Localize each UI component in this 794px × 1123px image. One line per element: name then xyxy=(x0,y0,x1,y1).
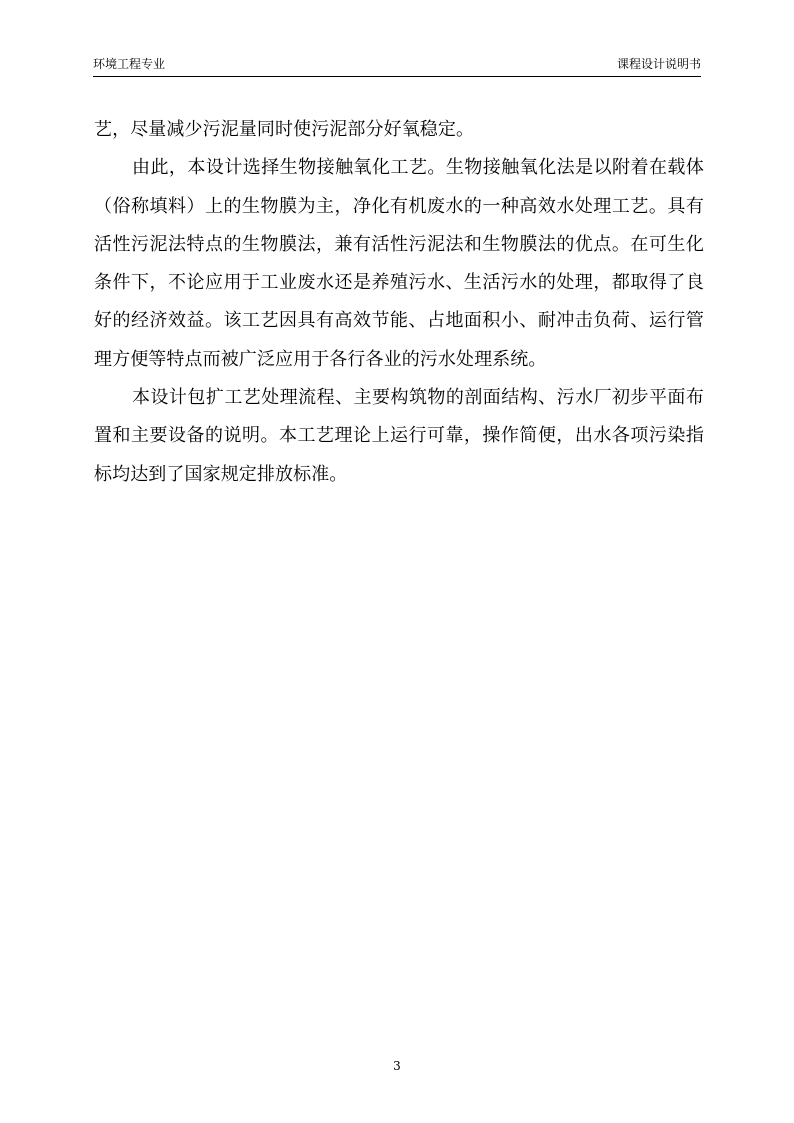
body-text xyxy=(94,111,704,494)
page-header xyxy=(93,56,701,77)
header-document-title: 课程设计说明书 xyxy=(616,57,701,71)
header-major-label: 环境工程专业 xyxy=(93,57,166,71)
paragraph-process-selection: 由此，本设计选择生物接触氧化工艺。生物接触氧化法是以附着在载体（俗称填料）上的生物膜为主，净化有机废水的一种高效水处理工艺。具有活性污泥法特点的生物膜法，兼有活性污泥法和生物膜法的优点。在可生化条件下，不论应用于工业废水还是养殖污水、生活污水的处理，都取得了良好的经济效益。该工艺因具有高效节能、占地面积小、耐冲击负荷、运行管理方便等特点而被广泛应用于各行各业的污水处理系统。 xyxy=(94,157,704,370)
paragraph-design-scope: 本设计包扩工艺处理流程、主要构筑物的剖面结构、污水厂初步平面布置和主要设备的说明。本工艺理论上运行可靠，操作简便，出水各项污染指标均达到了国家规定排放标准。 xyxy=(94,387,704,485)
page-number: 3 xyxy=(393,1059,401,1073)
paragraph-continuation: 艺，尽量减少污泥量同时使污泥部分好氧稳定。 xyxy=(94,119,475,140)
